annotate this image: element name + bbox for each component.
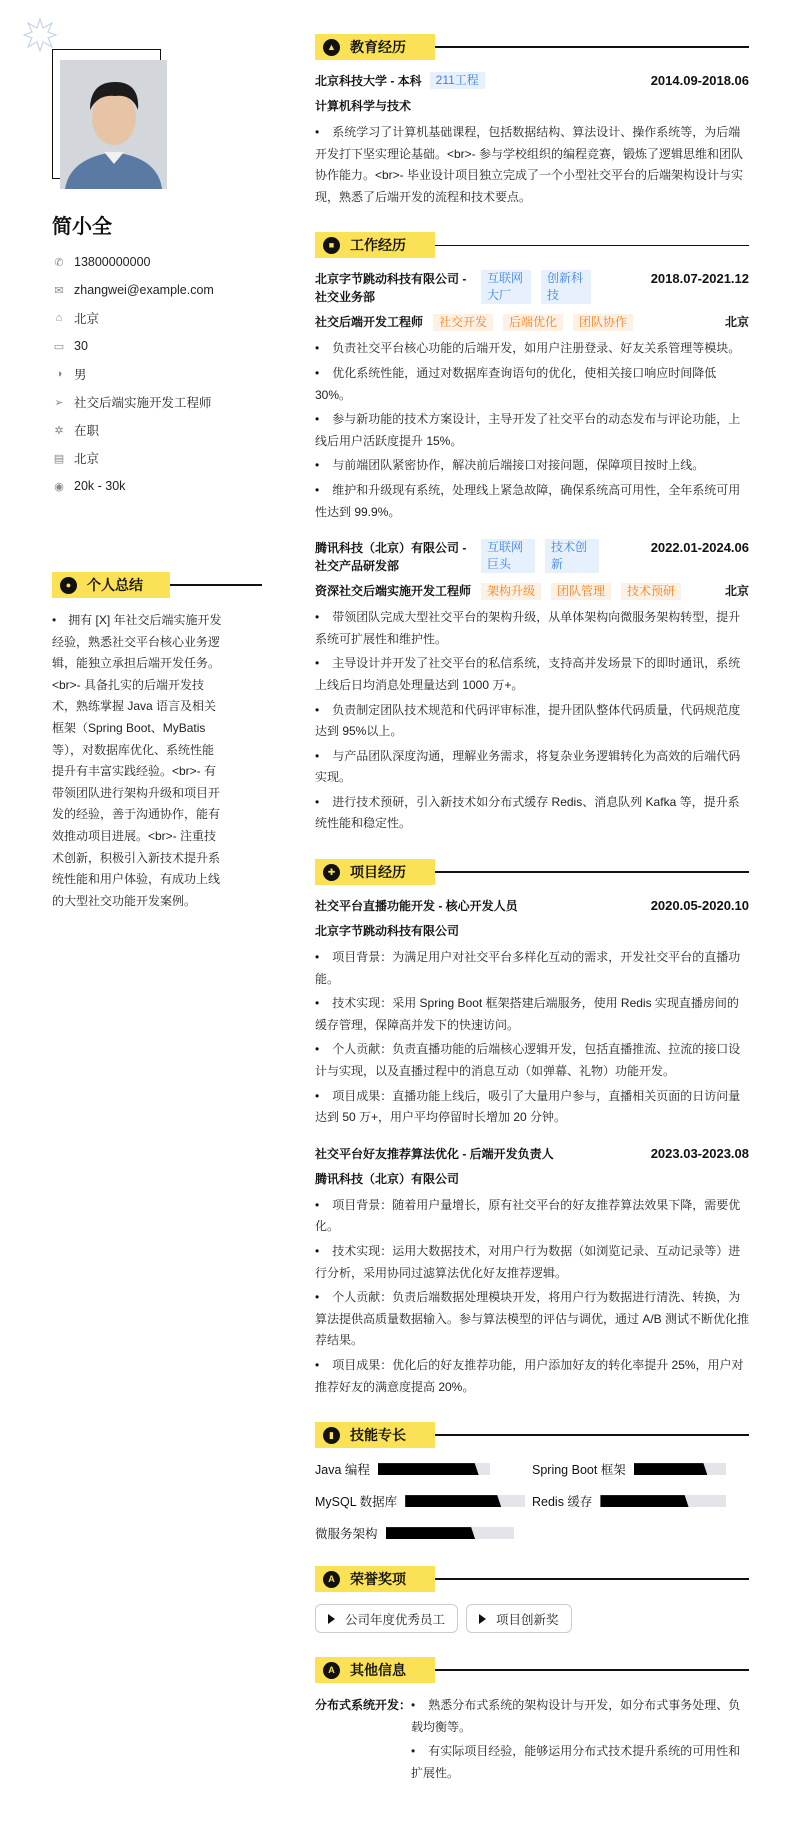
skill-bar-fill xyxy=(378,1463,479,1475)
home-icon: ⌂ xyxy=(55,312,63,324)
cake-icon: ▭ xyxy=(53,340,65,353)
city: 北京 xyxy=(724,315,749,330)
skill-bar xyxy=(634,1463,726,1475)
bullet: • 项目成果：优化后的好友推荐功能，用户添加好友的转化率提升 25%，用户对推荐好友的满意度提高 20%。 xyxy=(315,1355,749,1398)
project-bullets xyxy=(315,1195,749,1398)
bullet: • 带领团队完成大型社交平台的架构升级，从单体架构向微服务架构转型，提升系统可扩展性和维护性。 xyxy=(315,607,749,650)
bullet: • 进行技术预研，引入新技术如分布式缓存 Redis、消息队列 Kafka 等，提升系统性能和稳定性。 xyxy=(315,792,749,835)
tag: 团队协作 xyxy=(573,314,633,331)
award-icon: A xyxy=(323,1571,340,1588)
skill-item xyxy=(532,1460,749,1478)
tag: 团队管理 xyxy=(551,583,611,600)
info-text: zhangwei@example.com xyxy=(74,283,214,297)
candidate-name: 简小全 xyxy=(52,216,112,238)
award-chip[interactable] xyxy=(466,1604,572,1633)
job-header xyxy=(315,539,749,575)
status-icon: ✲ xyxy=(54,424,64,437)
skill-name: Redis 缓存 xyxy=(532,1495,593,1510)
summary-header xyxy=(52,572,262,598)
bullet: • 主导设计并开发了社交平台的私信系统，支持高并发场景下的即时通讯，系统上线后日均消息处理量达到 1000 万+。 xyxy=(315,653,749,696)
job-bullets xyxy=(315,607,749,835)
project-company-row xyxy=(315,1170,749,1188)
section-title: 个人总结 xyxy=(87,577,143,593)
salary-icon: ◉ xyxy=(54,480,64,493)
award-label: 项目创新奖 xyxy=(496,1612,559,1627)
role: 社交后端开发工程师 xyxy=(315,315,424,330)
bullet: • 与产品团队深度沟通，理解业务需求，将复杂业务逻辑转化为高效的后端代码实现。 xyxy=(315,746,749,789)
project-name: 社交平台直播功能开发 - 核心开发人员 xyxy=(315,899,518,914)
other-section xyxy=(315,1657,749,1784)
skill-name: Java 编程 xyxy=(315,1463,370,1478)
project-header xyxy=(315,1145,749,1163)
bullet: • 个人贡献：负责后端数据处理模块开发，将用户行为数据进行清洗、转换，为算法提供高质量数据输入。参与算法模型的评估与调优，通过 A/B 测试不断优化推荐结果。 xyxy=(315,1287,749,1352)
bullet: • 项目背景：为满足用户对社交平台多样化互动的需求，开发社交平台的直播功能。 xyxy=(315,947,749,990)
job-item xyxy=(315,270,749,523)
project-company: 腾讯科技（北京）有限公司 xyxy=(315,1171,460,1186)
date: 2023.03-2023.08 xyxy=(650,1145,749,1161)
grid-icon: ✚ xyxy=(323,864,340,881)
bullet: • 优化系统性能，通过对数据库查询语句的优化，使相关接口响应时间降低 30%。 xyxy=(315,363,749,406)
info-text: 北京 xyxy=(74,452,100,466)
education-row xyxy=(315,72,749,90)
play-icon xyxy=(328,1614,335,1624)
tag: 架构升级 xyxy=(481,583,541,600)
avatar xyxy=(60,60,167,189)
education-bullets xyxy=(315,122,749,208)
other-label: 分布式系统开发： xyxy=(315,1698,412,1713)
date: 2022.01-2024.06 xyxy=(650,540,749,556)
role-row xyxy=(315,582,749,600)
honors-list xyxy=(315,1604,749,1633)
briefcase-icon: ■ xyxy=(323,237,340,254)
award-chip[interactable] xyxy=(315,1604,458,1633)
info-icon: A xyxy=(323,1662,340,1679)
other-row xyxy=(315,1695,749,1784)
major: 计算机科学与技术 xyxy=(315,99,412,113)
info-row xyxy=(52,444,252,472)
info-row xyxy=(52,276,252,304)
bullet: • 技术实现：采用 Spring Boot 框架搭建后端服务，使用 Redis 实现直播房间的缓存管理，保障高并发下的快速访问。 xyxy=(315,993,749,1036)
bullet: • 熟悉分布式系统的架构设计与开发，如分布式事务处理、负载均衡等。 xyxy=(411,1698,741,1734)
tag: 互联网大厂 xyxy=(481,270,531,304)
section-title: 荣誉奖项 xyxy=(350,1571,406,1588)
play-icon xyxy=(479,1614,486,1624)
project-item xyxy=(315,897,749,1129)
tag: 技术预研 xyxy=(621,583,681,600)
skill-name: Spring Boot 框架 xyxy=(532,1463,626,1478)
user-icon: ● xyxy=(60,577,77,594)
info-row xyxy=(52,388,252,416)
section-title: 其他信息 xyxy=(350,1662,406,1679)
contact-info xyxy=(52,248,252,500)
send-icon: ➢ xyxy=(54,396,64,409)
school: 北京科技大学 - 本科 xyxy=(315,74,422,88)
role-row xyxy=(315,313,749,331)
info-text: 男 xyxy=(74,368,87,382)
tag: 创新科技 xyxy=(541,270,591,304)
education-section xyxy=(315,34,749,208)
bullet: • 项目背景：随着用户量增长，原有社交平台的好友推荐算法效果下降，需要优化。 xyxy=(315,1195,749,1238)
projects-header xyxy=(315,859,749,885)
project-header xyxy=(315,897,749,915)
tag: 后端优化 xyxy=(503,314,563,331)
skill-item xyxy=(315,1460,532,1478)
bullet-text: 有实际项目经验，能够运用分布式技术提升系统的可用性和扩展性。 xyxy=(411,1744,741,1780)
info-row xyxy=(52,248,252,276)
chart-icon: ▮ xyxy=(323,1427,340,1444)
skill-item xyxy=(315,1492,532,1510)
work-section xyxy=(315,232,749,835)
star-decoration-icon xyxy=(23,18,57,52)
info-text: 北京 xyxy=(74,312,100,326)
skill-bar-fill xyxy=(634,1463,708,1475)
major-row xyxy=(315,97,749,115)
project-company-row xyxy=(315,922,749,940)
section-title: 技能专长 xyxy=(350,1427,406,1444)
city: 北京 xyxy=(724,584,749,599)
tag: 社交开发 xyxy=(433,314,493,331)
role: 资深社交后端实施开发工程师 xyxy=(315,584,472,599)
bullet-text: 熟悉分布式系统的架构设计与开发，如分布式事务处理、负载均衡等。 xyxy=(411,1698,741,1734)
summary-text: • 拥有 [X] 年社交后端实施开发经验，熟悉社交平台核心业务逻辑，能独立承担后端开发任务。<br>- 具备扎实的后端开发技术，熟练掌握 Java 语言及相关框架（Spring Boot、MyBatis 等），对数据库优化、系统性能提升有丰富实践经验。<br>- 有带领团队进行架构升级和项目开发的经验，善于沟通协作，能有效推动项目进展。<br>- 注重技术创新，积极引入新技术提升系统性能和用户体验，有成功上线的大型社交功能开发案例。 xyxy=(52,613,222,908)
divider xyxy=(170,584,262,586)
skill-bar-fill xyxy=(386,1527,476,1539)
info-text: 20k - 30k xyxy=(74,479,126,493)
info-row xyxy=(52,360,252,388)
gender-icon: ◑ xyxy=(55,368,63,380)
skills-header xyxy=(315,1422,749,1448)
bullet: • 负责制定团队技术规范和代码评审标准，提升团队整体代码质量，代码规范度达到 95%以上。 xyxy=(315,700,749,743)
skill-name: MySQL 数据库 xyxy=(315,1495,398,1510)
skill-bar xyxy=(378,1463,490,1475)
info-text: 13800000000 xyxy=(74,255,151,269)
bullet: • 参与新功能的技术方案设计，主导开发了社交平台的动态发布与评论功能，上线后用户活跃度提升 15%。 xyxy=(315,409,749,452)
project-bullets xyxy=(315,947,749,1129)
skill-item xyxy=(532,1492,749,1510)
skill-bar xyxy=(386,1527,514,1539)
project-item xyxy=(315,1145,749,1398)
date: 2018.07-2021.12 xyxy=(650,271,749,287)
info-row xyxy=(52,332,252,360)
section-title: 教育经历 xyxy=(350,39,406,55)
skill-bar xyxy=(405,1495,525,1507)
bullet: • 维护和升级现有系统，处理线上紧急故障，确保系统高可用性，全年系统可用性达到 99.9%。 xyxy=(315,480,749,523)
main-content xyxy=(315,34,749,1839)
skills-section xyxy=(315,1422,749,1542)
info-text: 社交后端实施开发工程师 xyxy=(74,396,212,410)
project-company: 北京字节跳动科技有限公司 xyxy=(315,924,460,939)
bullet: • 技术实现：运用大数据技术，对用户行为数据（如浏览记录、互动记录等）进行分析，采用协同过滤算法优化好友推荐逻辑。 xyxy=(315,1241,749,1284)
info-text: 30 xyxy=(74,339,88,353)
projects-section xyxy=(315,859,749,1398)
company: 腾讯科技（北京）有限公司 - 社交产品研发部 xyxy=(315,541,467,574)
bullet: • 负责社交平台核心功能的后端开发，如用户注册登录、好友关系管理等模块。 xyxy=(315,338,749,360)
bullet: • 系统学习了计算机基础课程，包括数据结构、算法设计、操作系统等，为后端开发打下坚实理论基础。<br>- 参与学校组织的编程竞赛，锻炼了逻辑思维和团队协作能力。<br>- 毕业设计项目独立完成了一个小型社交平台的后端架构设计与实现，熟悉了后端开发的流程和技术要点。 xyxy=(315,122,749,208)
job-bullets xyxy=(315,338,749,523)
job-header xyxy=(315,270,749,306)
bullet: • 项目成果：直播功能上线后，吸引了大量用户参与，直播相关页面的日访问量达到 50 万+，用户平均停留时长增加 20 分钟。 xyxy=(315,1086,749,1129)
skill-bar-fill xyxy=(600,1495,688,1507)
other-header xyxy=(315,1657,749,1683)
tag: 技术创新 xyxy=(545,539,599,573)
award-label: 公司年度优秀员工 xyxy=(345,1612,446,1627)
skill-bar-fill xyxy=(405,1495,501,1507)
phone-icon: ✆ xyxy=(54,256,64,269)
education-header xyxy=(315,34,749,60)
mail-icon: ✉ xyxy=(54,284,64,297)
info-row xyxy=(52,416,252,444)
date: 2020.05-2020.10 xyxy=(650,898,749,914)
section-title: 工作经历 xyxy=(350,237,406,254)
bullet: • 个人贡献：负责直播功能的后端核心逻辑开发，包括直播推流、拉流的接口设计与实现，以及直播过程中的消息互动（如弹幕、礼物）功能开发。 xyxy=(315,1039,749,1082)
tag: 211工程 xyxy=(430,72,485,89)
honors-section xyxy=(315,1566,749,1633)
skill-item xyxy=(315,1524,532,1542)
skill-bar xyxy=(600,1495,726,1507)
building-icon: ▤ xyxy=(53,452,65,465)
date: 2014.09-2018.06 xyxy=(650,73,749,88)
tag: 互联网巨头 xyxy=(481,539,535,573)
graduation-cap-icon: ▲ xyxy=(323,39,340,56)
info-row xyxy=(52,472,252,500)
section-title: 项目经历 xyxy=(350,864,406,881)
bullet: • 与前端团队紧密协作，解决前后端接口对接问题，保障项目按时上线。 xyxy=(315,455,749,477)
other-bullets xyxy=(411,1695,749,1784)
info-row xyxy=(52,304,252,332)
skill-name: 微服务架构 xyxy=(315,1527,378,1542)
company: 北京字节跳动科技有限公司 - 社交业务部 xyxy=(315,272,467,305)
info-text: 在职 xyxy=(74,424,100,438)
work-header xyxy=(315,232,749,258)
honors-header xyxy=(315,1566,749,1592)
job-item xyxy=(315,539,749,835)
project-name: 社交平台好友推荐算法优化 - 后端开发负责人 xyxy=(315,1146,554,1161)
bullet: • 有实际项目经验，能够运用分布式技术提升系统的可用性和扩展性。 xyxy=(411,1744,741,1780)
summary-body: 拥有 [X] 年社交后端实施开发经验，熟悉社交平台核心业务逻辑，能独立承担后端开发任务。<br>- 具备扎实的后端开发技术，熟练掌握 Java 语言及相关框架（Spring Boot、MyBatis 等），对数据库优化、系统性能提升有丰富实践经验。<br>- 有带领团队进行架构升级和项目开发的经验，善于沟通协作，能有效推动项目进展。<br>- 注重技术创新，积极引入新技术提升系统性能和用户体验，有成功上线的大型社交功能开发案例。 xyxy=(52,613,222,908)
